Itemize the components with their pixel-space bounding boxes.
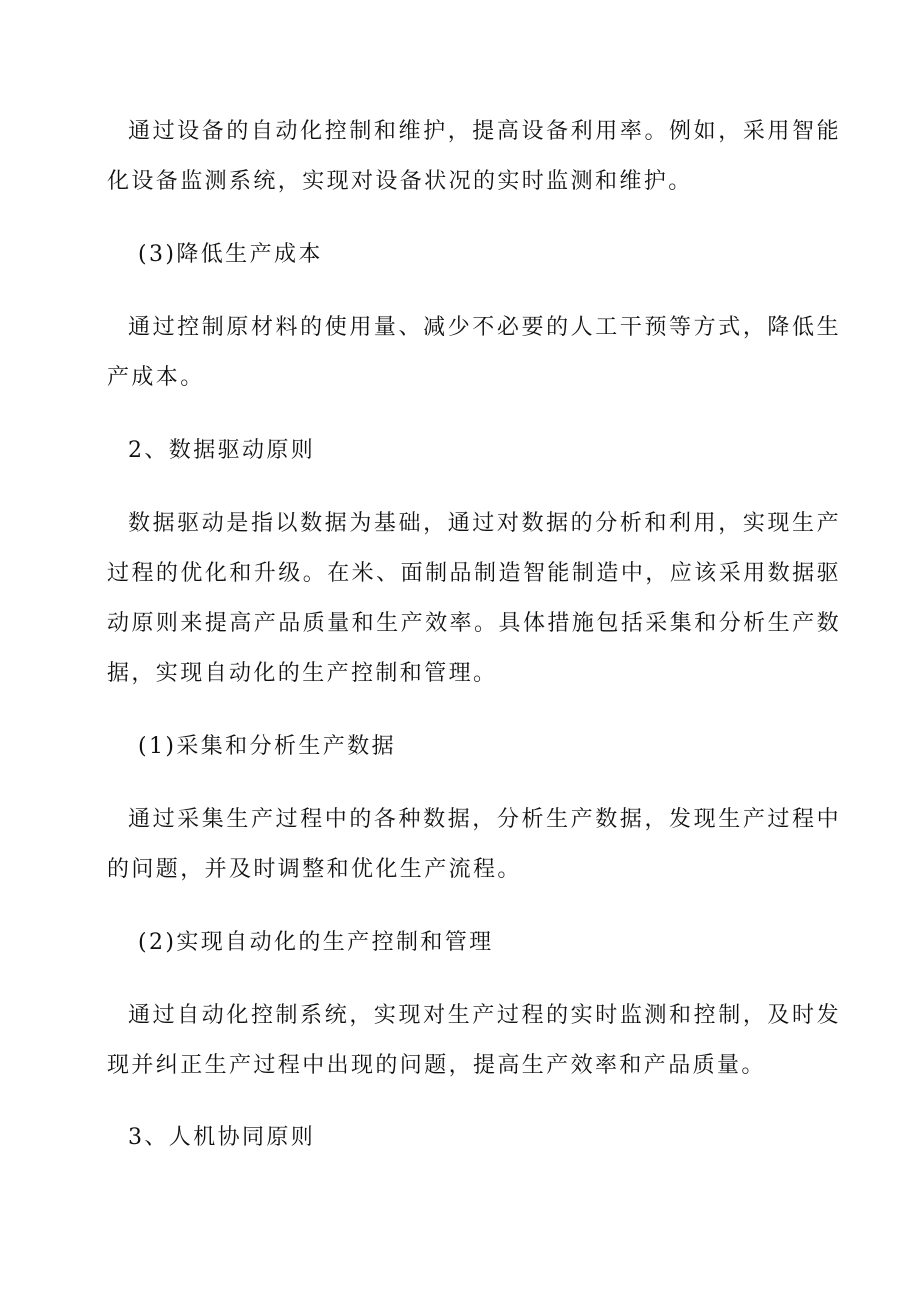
section-heading: 3、人机协同原则 <box>128 1125 316 1150</box>
subsection-heading: (2)实现自动化的生产控制和管理 <box>138 930 494 955</box>
section-heading: 2、数据驱动原则 <box>128 438 316 463</box>
document-body <box>107 107 841 1163</box>
body-paragraph: 数据驱动是指以数据为基础，通过对数据的分析和利用，实现生产过程的优化和升级。在米、面制品制造智能制造中，应该采用数据驱动原则来提高产品质量和生产效率。具体措施包括采集和分析生产数据，实现自动化的生产控制和管理。 <box>107 511 841 686</box>
body-paragraph: 通过采集生产过程中的各种数据，分析生产数据，发现生产过程中的问题，并及时调整和优化生产流程。 <box>107 807 841 882</box>
body-paragraph: 通过设备的自动化控制和维护，提高设备利用率。例如，采用智能化设备监测系统，实现对设备状况的实时监测和维护。 <box>107 119 841 194</box>
subsection-heading: (1)采集和分析生产数据 <box>138 734 396 759</box>
body-paragraph: 通过自动化控制系统，实现对生产过程的实时监测和控制，及时发现并纠正生产过程中出现的问题，提高生产效率和产品质量。 <box>107 1003 841 1078</box>
subsection-heading: (3)降低生产成本 <box>138 242 323 267</box>
body-paragraph: 通过控制原材料的使用量、减少不必要的人工干预等方式，降低生产成本。 <box>107 315 841 390</box>
